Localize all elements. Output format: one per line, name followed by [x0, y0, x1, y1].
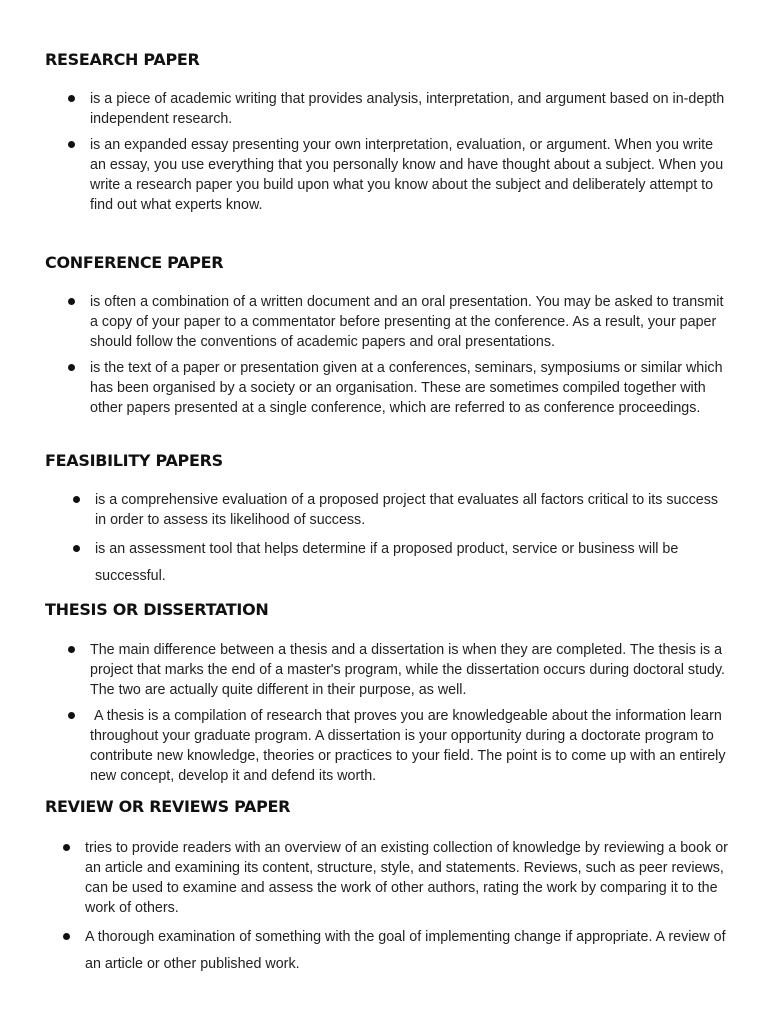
review-or-reviews-paper-list [63, 838, 728, 978]
list-item [63, 838, 728, 918]
list-item [68, 640, 728, 700]
list-item-text: is a comprehensive evaluation of a proposed project that evaluates all factors critical to its success in order to assess its likelihood of success. [95, 492, 719, 528]
section-heading-review-or-reviews-paper: REVIEW OR REVIEWS PAPER [45, 797, 291, 816]
section-heading-feasibility-papers: FEASIBILITY PAPERS [45, 451, 223, 470]
conference-paper-list [68, 292, 728, 418]
bullet-icon [73, 496, 80, 503]
list-item-text: A thorough examination of something with the goal of implementing change if appropriate. A review of an article or other published work. [85, 929, 726, 972]
list-item-text: tries to provide readers with an overview of an existing collection of knowledge by reviewing a book or an article and examining its content, structure, style, and statements. Reviews, such as peer reviews, can be used to examine and assess the work of other authors, rating the work by comparing it to the work of others. [85, 840, 728, 916]
list-item-text: is an assessment tool that helps determine if a proposed product, service or business will be successful. [95, 541, 679, 584]
list-item-text: is a piece of academic writing that provides analysis, interpretation, and argument based on in-depth independent research. [90, 91, 725, 127]
section-heading-research-paper: RESEARCH PAPER [45, 50, 200, 69]
bullet-icon [68, 712, 75, 719]
list-item [68, 135, 728, 215]
list-item [68, 292, 728, 352]
bullet-icon [68, 95, 75, 102]
thesis-or-dissertation-list [68, 640, 728, 786]
list-item [73, 536, 728, 590]
bullet-icon [63, 844, 70, 851]
list-item [68, 706, 728, 786]
list-item-text: is often a combination of a written document and an oral presentation. You may be asked to transmit a copy of your paper to a commentator before presenting at the conference. As a result, your paper should follow the conventions of academic papers and oral presentations. [90, 294, 724, 350]
list-item-text: A thesis is a compilation of research that proves you are knowledgeable about the information learn throughout your graduate program. A dissertation is your opportunity during a doctorate program to contribute new knowledge, theories or practices to your field. The point is to come up with an entirely new concept, develop it and defend its worth. [90, 708, 726, 784]
bullet-icon [68, 141, 75, 148]
list-item [73, 490, 728, 530]
list-item [68, 358, 728, 418]
bullet-icon [68, 298, 75, 305]
section-heading-thesis-or-dissertation: THESIS OR DISSERTATION [45, 600, 269, 619]
feasibility-papers-list [73, 490, 728, 590]
bullet-icon [63, 933, 70, 940]
list-item-text: is the text of a paper or presentation given at a conferences, seminars, symposiums or similar which has been organised by a society or an organisation. These are sometimes compiled together with other papers presented at a single conference, which are referred to as conference proceedings. [90, 360, 723, 416]
list-item-text: is an expanded essay presenting your own interpretation, evaluation, or argument. When you write an essay, you use everything that you personally know and have thought about a subject. When you write a research paper you build upon what you know about the subject and deliberately attempt to find out what experts know. [90, 137, 724, 213]
bullet-icon [68, 646, 75, 653]
list-item-text: The main difference between a thesis and a dissertation is when they are completed. The thesis is a project that marks the end of a master's program, while the dissertation occurs during doctoral study. The two are actually quite different in their purpose, as well. [90, 642, 726, 698]
list-item [63, 924, 728, 978]
section-heading-conference-paper: CONFERENCE PAPER [45, 253, 224, 272]
bullet-icon [68, 364, 75, 371]
research-paper-list [68, 89, 728, 215]
bullet-icon [73, 545, 80, 552]
list-item [68, 89, 728, 129]
